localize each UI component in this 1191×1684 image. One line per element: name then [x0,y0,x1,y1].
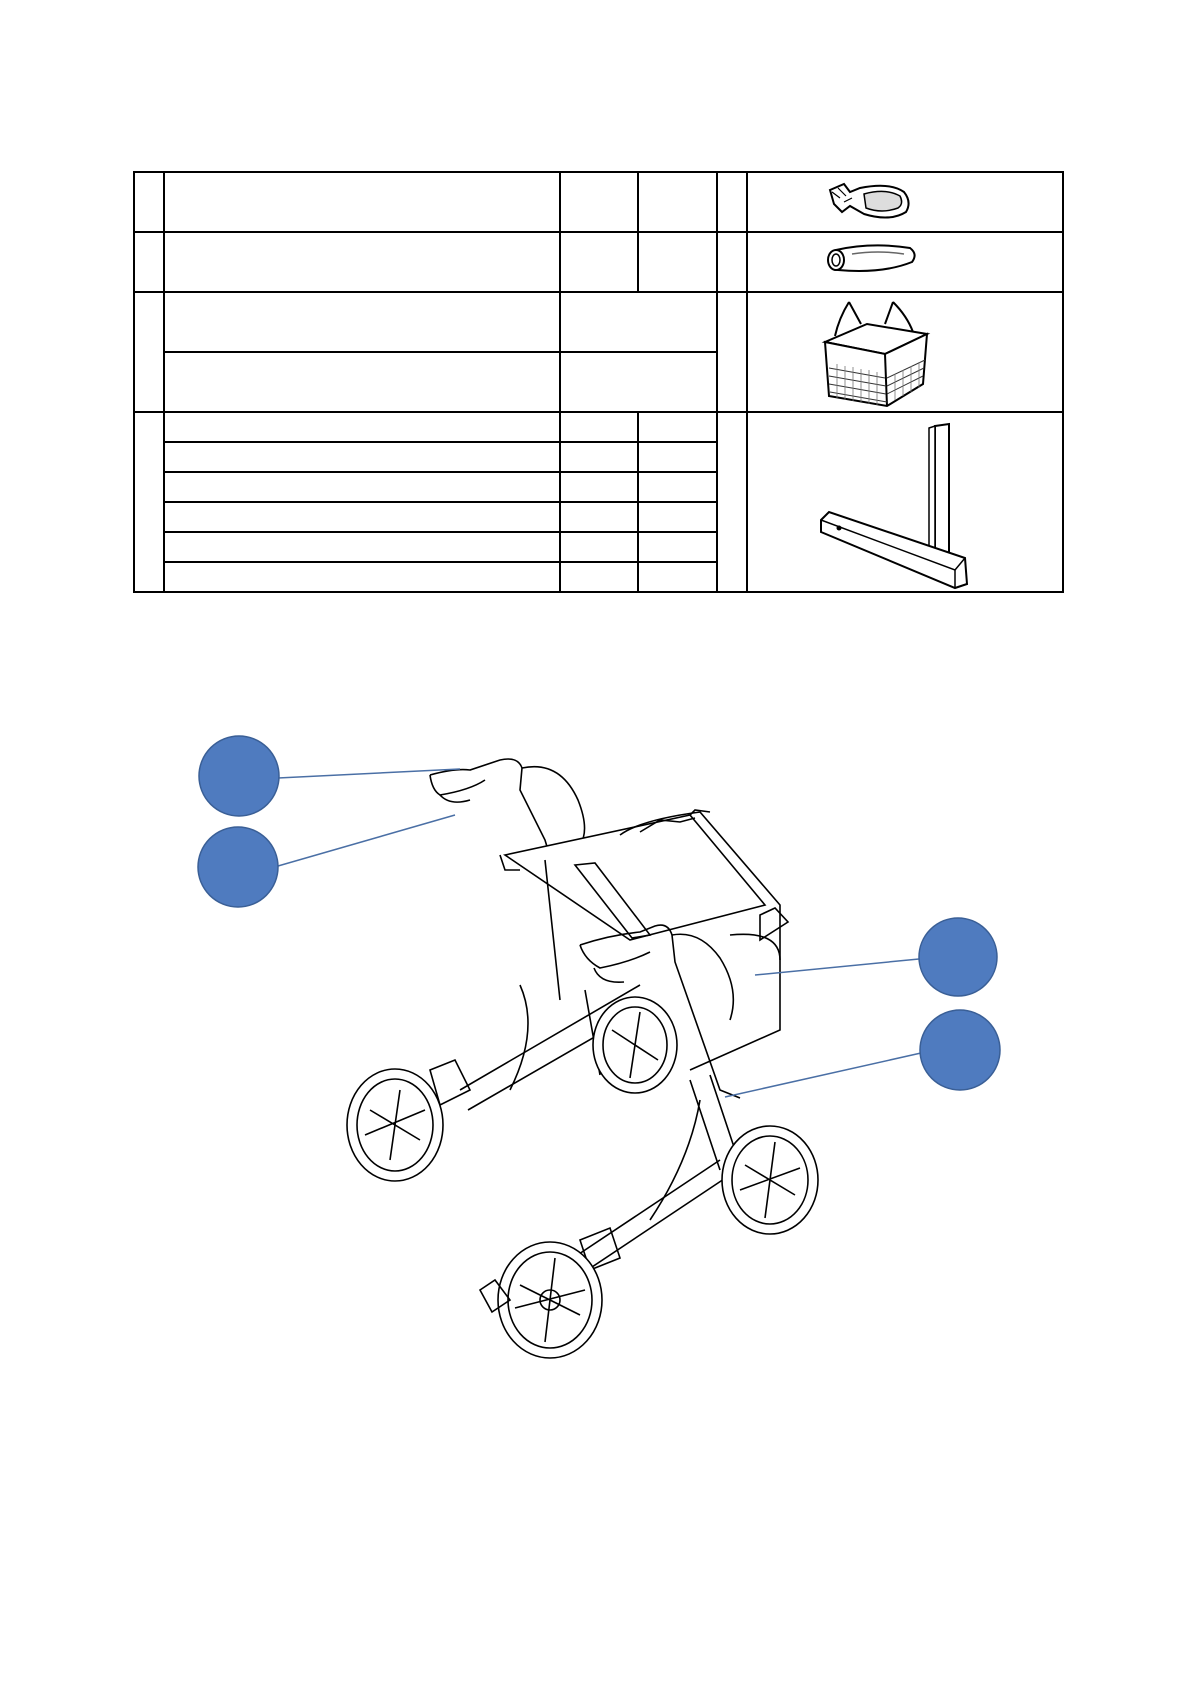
part-ref [717,232,747,292]
part-description [164,532,560,562]
table-row [134,172,1063,232]
callout-1 [199,736,279,816]
part-unit [638,442,717,472]
part-qty [560,352,717,412]
row-index [134,232,164,292]
part-qty [560,412,638,442]
rollator-walker-illustration [347,759,818,1358]
shopping-basket-illustration [815,298,935,408]
part-description [164,352,560,412]
callout-3 [919,918,997,996]
l-shaped-bracket-illustration [815,420,975,590]
part-description [164,232,560,292]
part-qty [560,292,717,352]
hand-grip-illustration [822,240,920,280]
part-description [164,472,560,502]
part-qty [560,442,638,472]
part-ref [717,412,747,592]
part-unit [638,502,717,532]
part-qty [560,172,638,232]
callout-2 [198,827,278,907]
table-row [134,232,1063,292]
row-index [134,412,164,592]
part-description [164,442,560,472]
part-qty [560,232,638,292]
part-description [164,502,560,532]
rollator-diagram [0,700,1191,1360]
part-description [164,412,560,442]
part-description [164,562,560,592]
row-index [134,292,164,412]
part-unit [638,472,717,502]
part-unit [638,232,717,292]
part-description [164,292,560,352]
part-qty [560,562,638,592]
part-unit [638,532,717,562]
part-ref [717,172,747,232]
part-unit [638,172,717,232]
part-description [164,172,560,232]
part-unit [638,412,717,442]
part-qty [560,532,638,562]
part-qty [560,472,638,502]
part-qty [560,502,638,532]
part-ref [717,292,747,412]
brake-lever-handle-illustration [820,178,920,224]
callout-4 [920,1010,1000,1090]
row-index [134,172,164,232]
part-unit [638,562,717,592]
